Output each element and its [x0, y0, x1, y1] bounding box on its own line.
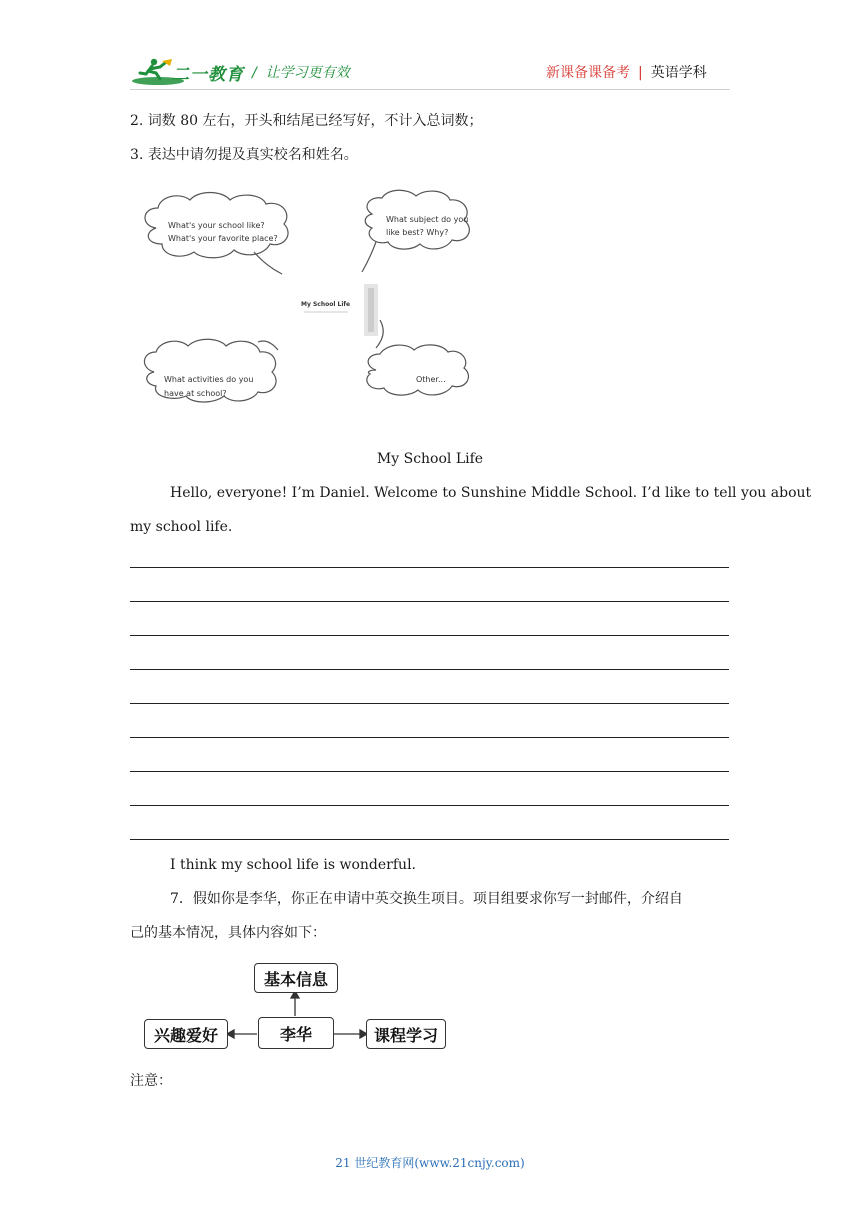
question-7-line-2: 己的基本情况，具体内容如下： — [130, 925, 326, 941]
note-3: 3. 表达中请勿提及真实校名和姓名。 — [130, 147, 358, 163]
cloud-3-line-1: What activities do you — [164, 375, 254, 384]
cloud-1-line-2: What's your favorite place? — [168, 234, 278, 243]
center-topic — [301, 284, 378, 336]
answer-line[interactable] — [130, 737, 729, 738]
answer-line[interactable] — [130, 703, 729, 704]
header-subject — [546, 62, 707, 82]
essay-title: My School Life — [376, 451, 484, 467]
box-li-hua: 李华 — [258, 1017, 334, 1049]
footer-source: 21 世纪教育网(www.21cnjy.com) — [335, 1156, 525, 1170]
header-course-label: 新课备课备考 — [546, 65, 630, 81]
answer-line[interactable] — [130, 839, 729, 840]
notice-label: 注意： — [130, 1073, 172, 1089]
box-basic-info: 基本信息 — [254, 963, 338, 993]
answer-line[interactable] — [130, 771, 729, 772]
center-topic-label: My School Life — [301, 301, 351, 308]
answer-line[interactable] — [130, 635, 729, 636]
answer-line[interactable] — [130, 669, 729, 670]
essay-closing: I think my school life is wonderful. — [170, 857, 416, 873]
essay-opening-line-2: my school life. — [130, 519, 233, 535]
logo-text: 二一教育 — [172, 65, 244, 85]
header-divider-line — [130, 89, 730, 90]
slogan-separator: / — [252, 65, 257, 81]
slogan — [252, 62, 350, 82]
header-divider: | — [638, 65, 643, 81]
cloud-1-line-1: What's your school like? — [168, 221, 265, 230]
box-hobbies: 兴趣爱好 — [144, 1019, 228, 1049]
header-subject-label: 英语学科 — [650, 65, 707, 81]
slogan-text: 让学习更有效 — [265, 65, 350, 81]
cloud-2-line-1: What subject do you — [386, 215, 469, 224]
question-7-line-1: 7．假如你是李华，你正在申请中英交换生项目。项目组要求你写一封邮件，介绍自 — [170, 891, 683, 907]
cloud-4-line-1: Other... — [416, 375, 446, 384]
mind-map — [136, 188, 506, 420]
cloud-2-line-2: like best? Why? — [386, 228, 449, 237]
note-2: 2. 词数 80 左右，开头和结尾已经写好，不计入总词数； — [130, 113, 483, 129]
essay-opening-line-1: Hello, everyone! I’m Daniel. Welcome to Sunshine Middle School. I’d like to tell you about — [170, 485, 812, 501]
answer-line[interactable] — [130, 805, 729, 806]
cloud-3-line-2: have at school? — [164, 389, 227, 398]
box-course-study: 课程学习 — [366, 1019, 446, 1049]
info-diagram — [140, 958, 450, 1054]
answer-line[interactable] — [130, 567, 729, 568]
answer-line[interactable] — [130, 601, 729, 602]
